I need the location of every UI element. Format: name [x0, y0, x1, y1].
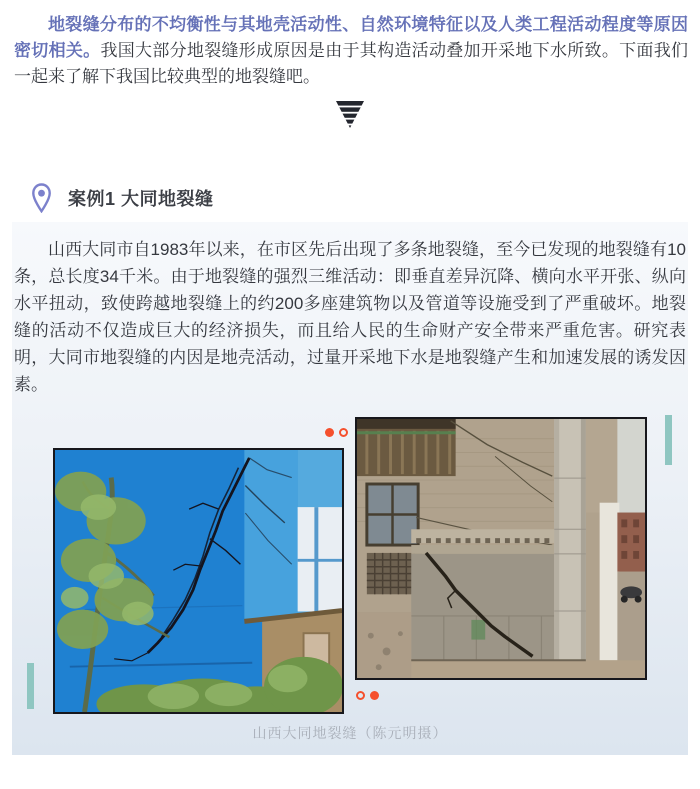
- intro-highlight-text: 地裂缝分布的不均衡性与其地壳活动性、自然环境特征以及人类工程活动程度等原因密切相关。: [14, 15, 688, 60]
- carousel-dot-filled[interactable]: [325, 428, 334, 437]
- left-carousel-dots: [325, 428, 348, 437]
- carousel-dot-outline[interactable]: [356, 691, 365, 700]
- accent-bar-right: [665, 415, 672, 465]
- carousel-dot-filled[interactable]: [370, 691, 379, 700]
- striped-down-triangle-icon: [336, 101, 364, 128]
- intro-paragraph: [14, 12, 688, 90]
- case1-header: [32, 182, 214, 214]
- photo-brick-building-crack[interactable]: [355, 417, 647, 680]
- intro-body-text: 我国大部分地裂缝形成原因是由于其构造活动叠加开采地下水所致。下面我们一起来了解下我国比较典型的地裂缝吧。: [14, 41, 689, 86]
- footer-whitespace: [0, 755, 700, 789]
- right-carousel-dots: [356, 691, 379, 700]
- map-pin-icon: [32, 183, 51, 213]
- photo-caption: 山西大同地裂缝（陈元明摄）: [252, 725, 448, 741]
- case1-paragraph: 山西大同市自1983年以来，在市区先后出现了多条地裂缝，至今已发现的地裂缝有10条，总长度34千米。由于地裂缝的强烈三维活动：即垂直差异沉降、横向水平开张、纵向水平扭动，致使跨越地裂缝上的约200多座建筑物以及管道等设施受到了严重破坏。地裂缝的活动不仅造成巨大的经济损失，而且给人民的生命财产安全带来严重危害。研究表明，大同市地裂缝的内因是地壳活动，过量开采地下水是地裂缝产生和加速发展的诱发因素。: [14, 240, 686, 394]
- carousel-dot-outline[interactable]: [339, 428, 348, 437]
- accent-bar-left: [27, 663, 34, 709]
- photo-blue-wall-cracks[interactable]: [53, 448, 344, 714]
- case1-panel: [12, 222, 688, 755]
- case1-title: 案例1 大同地裂缝: [68, 189, 214, 209]
